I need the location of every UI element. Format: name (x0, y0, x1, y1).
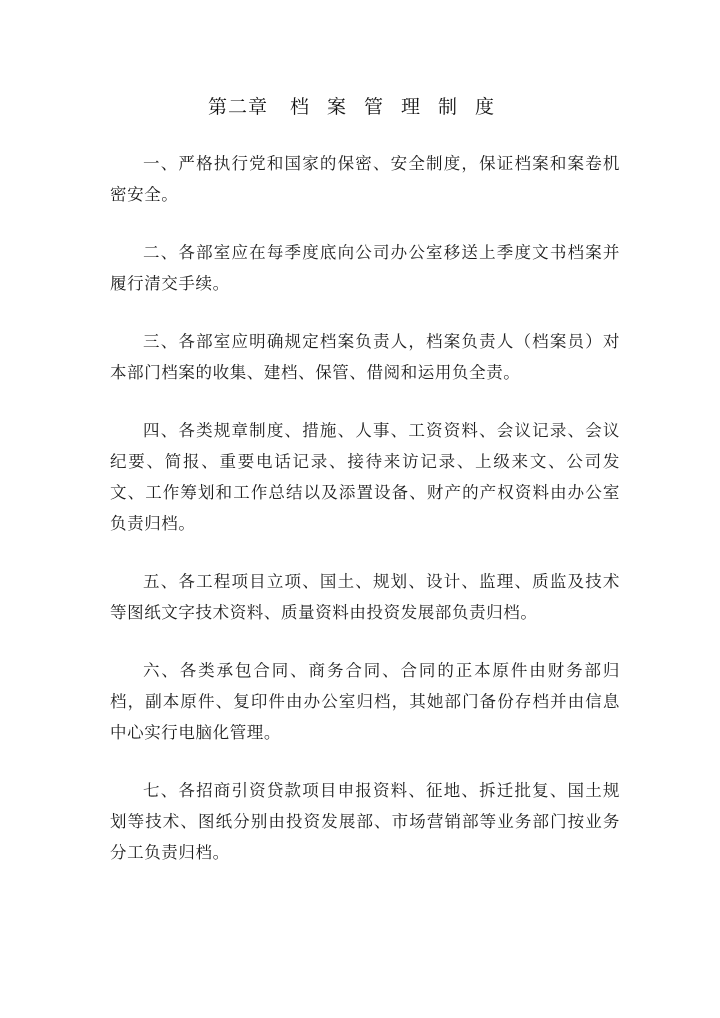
paragraph-4: 四、各类规章制度、措施、人事、工资资料、会议记录、会议纪要、简报、重要电话记录、接待来访记录、上级来文、公司发文、工作筹划和工作总结以及添置设备、财产的产权资料由办公室负责归档。 (110, 421, 620, 533)
paragraph-5: 五、各工程项目立项、国土、规划、设计、监理、质监及技术等图纸文字技术资料、质量资料由投资发展部负责归档。 (110, 572, 620, 622)
chapter-title (0, 92, 720, 119)
paragraph-7: 七、各招商引资贷款项目申报资料、征地、拆迁批复、国土规划等技术、图纸分别由投资发展部、市场营销部等业务部门按业务分工负责归档。 (110, 781, 620, 862)
chapter-number: 第二章 (207, 96, 268, 118)
paragraph-2: 二、各部室应在每季度底向公司办公室移送上季度文书档案并履行清交手续。 (110, 243, 620, 293)
paragraph-6: 六、各类承包合同、商务合同、合同的正本原件由财务部归档，副本原件、复印件由办公室归档，其她部门备份存档并由信息中心实行电脑化管理。 (110, 661, 620, 742)
paragraph-3: 三、各部室应明确规定档案负责人，档案负责人（档案员）对本部门档案的收集、建档、保管、借阅和运用负全责。 (110, 332, 620, 382)
chapter-heading: 档案管理制度 (290, 96, 513, 118)
paragraph-1: 一、严格执行党和国家的保密、安全制度，保证档案和案卷机密安全。 (110, 154, 620, 204)
document-body (110, 148, 620, 895)
